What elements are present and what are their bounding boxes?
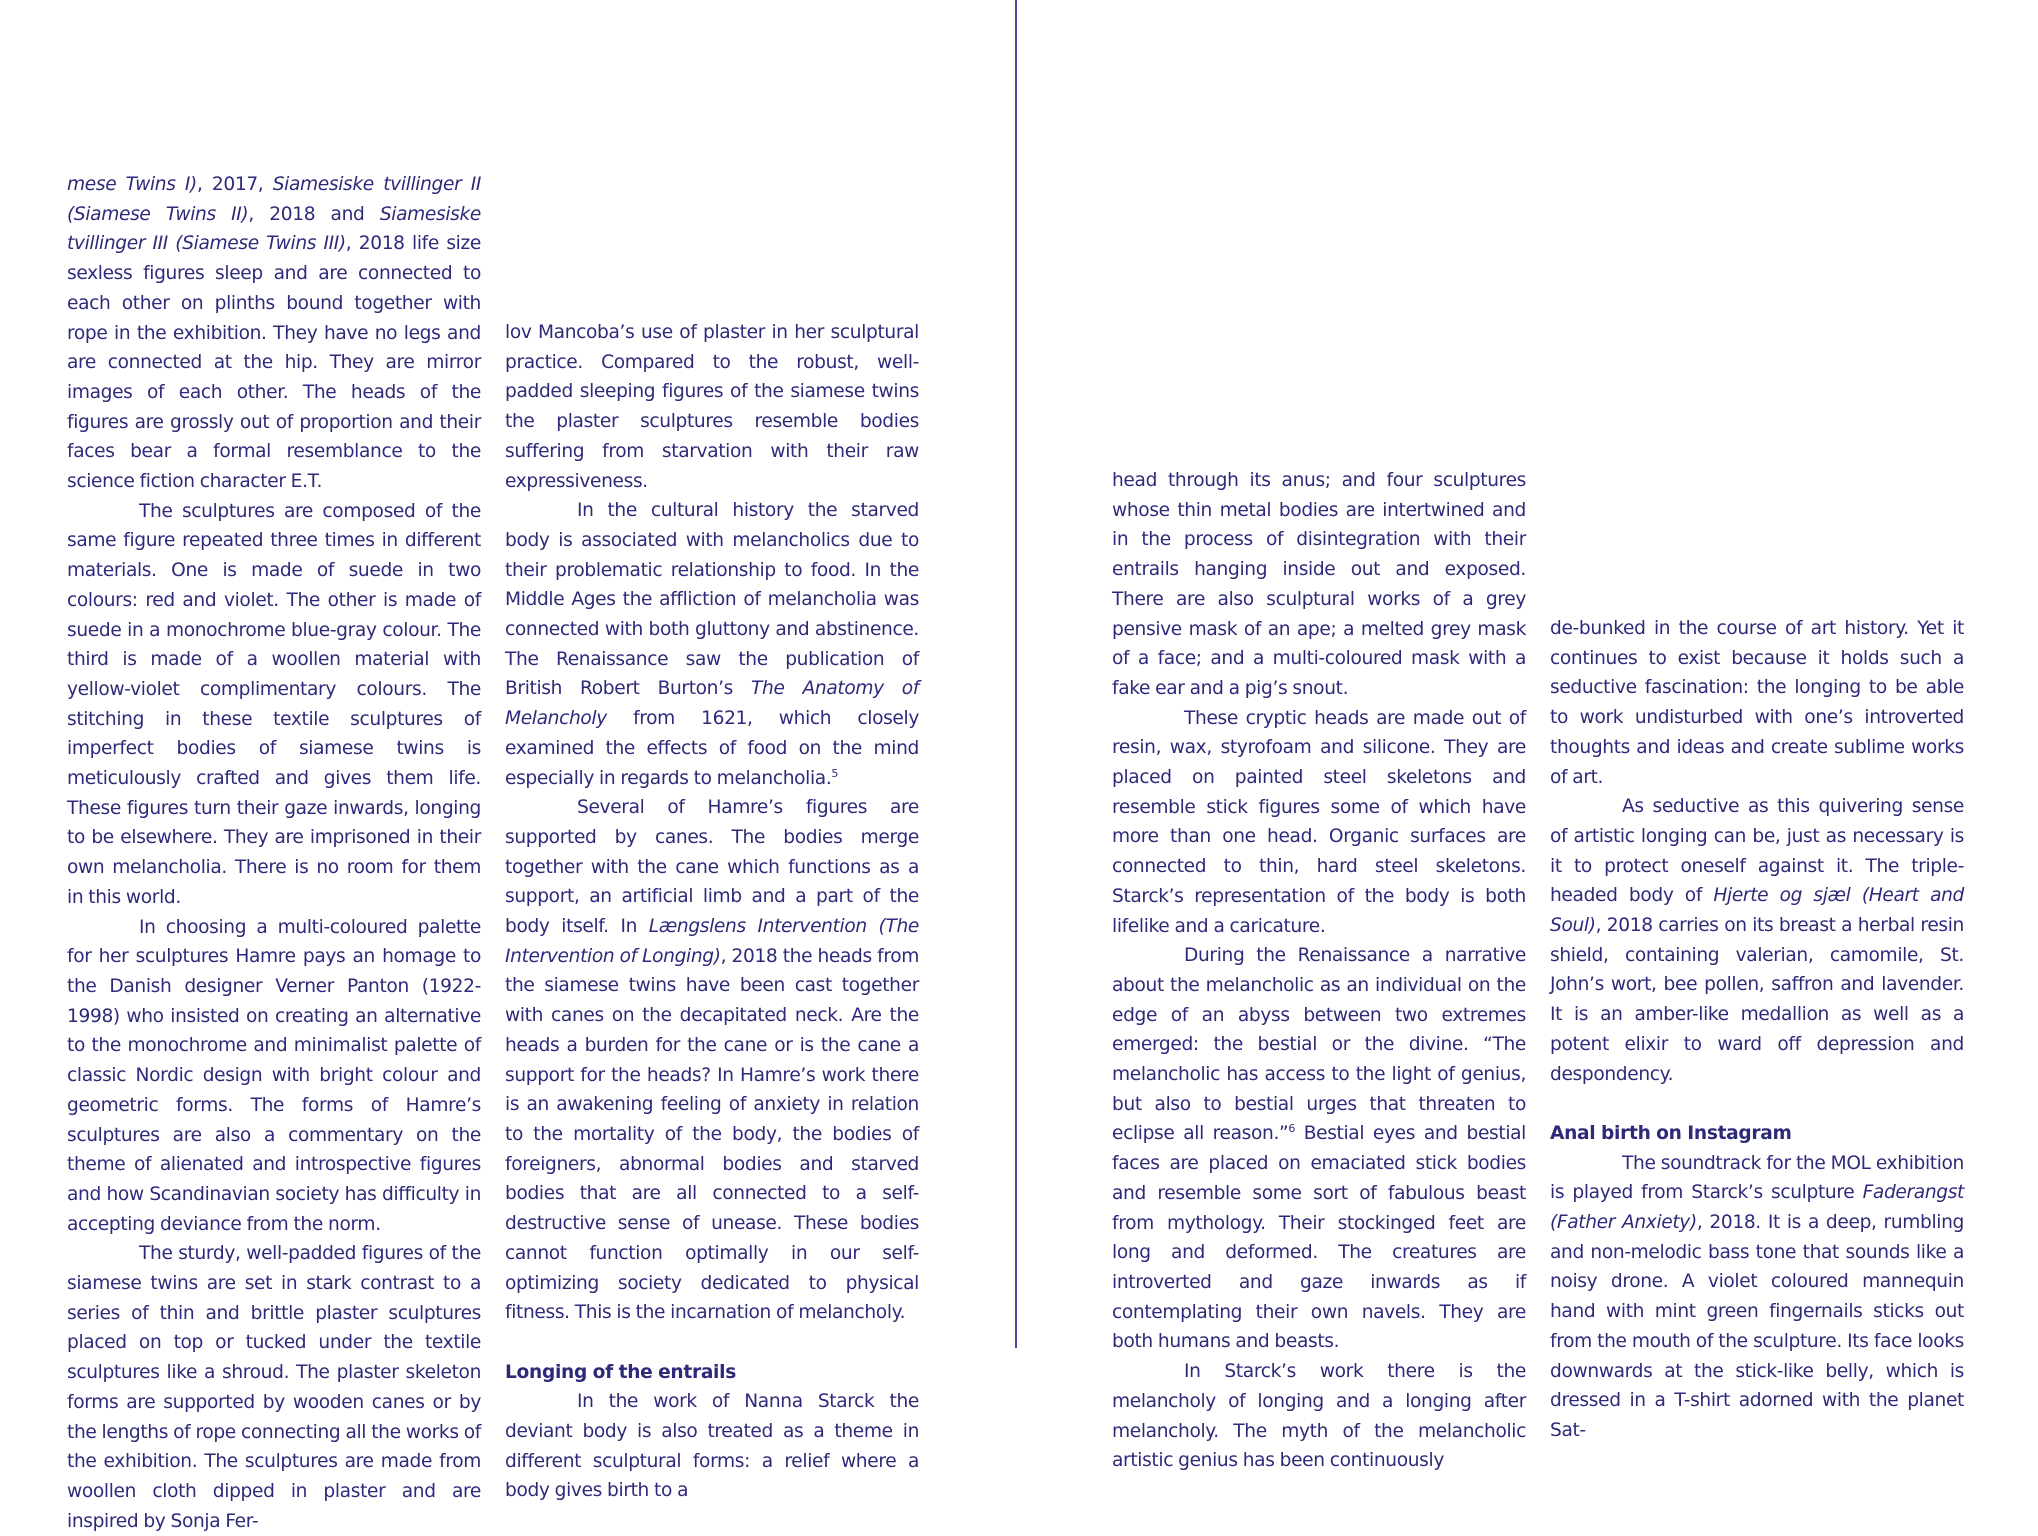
footnote-ref: 5	[831, 766, 839, 780]
text-run: In the work of Nanna Starck the deviant body is also treated as a theme in different sculptural forms: a relief where a body gives birth to a	[505, 1391, 919, 1502]
text-column-3	[1112, 466, 1526, 1476]
text-run: lov Mancoba’s use of plaster in her sculptural practice. Compared to the robust, well-padded sleeping figures of the siamese twins the plaster sculptures resemble bodies suffering from starvation with their raw expressiveness.	[505, 322, 919, 492]
paragraph	[505, 496, 919, 793]
page-gutter-divider	[1015, 0, 1017, 1348]
italic-title: The Anatomy of Melancholy	[505, 678, 919, 730]
text-run: These cryptic heads are made out of resin, wax, styrofoam and silicone. They are placed on painted steel skeletons and resemble stick figures some of which have more than one head. Organic surfaces are connected to thin, hard steel skeletons. Starck’s representation of the body is both lifelike and a caricature.	[1112, 707, 1526, 937]
text-run: The sculptures are composed of the same figure repeated three times in different materials. One is made of suede in two colours: red and violet. The other is made of suede in a monochrome blue-gray colour. The third is made of a woollen material with yellow-violet complimentary colours. The stitching in these textile sculptures of imperfect bodies of siamese twins is meticulously crafted and gives them life. These figures turn their gaze inwards, longing to be elsewhere. They are imprisoned in their own melancholia. There is no room for them in this world.	[67, 500, 481, 908]
text-run: Bestial eyes and bestial faces are placed on emaciated stick bodies and resemble some sort of fabulous beast from mythology. Their stockinged feet are long and deformed. The creatures are introverted and gaze inwards as if contemplating their own navels. They are both humans and beasts.	[1112, 1123, 1526, 1353]
text-run: head through its anus; and four sculptures whose thin metal bodies are intertwined and in the process of disintegration with their entrails hanging inside out and exposed. There are also sculptural works of a grey pensive mask of an ape; a melted grey mask of a face; and a multi-coloured mask with a fake ear and a pig’s snout.	[1112, 470, 1526, 699]
paragraph	[1550, 792, 1964, 1089]
paragraph	[505, 318, 919, 496]
text-run: , 2018. It is a deep, rumbling and non-melodic bass tone that sounds like a noisy drone. A violet coloured mannequin hand with mint green fingernails sticks out from the mouth of the sculpture. Its face looks downwards at the stick-like belly, which is dressed in a T-shirt adorned with the planet Sat-	[1550, 1212, 1964, 1441]
paragraph	[67, 170, 481, 497]
italic-title: Siamesiske tvillinger III (Siamese Twins III)	[67, 203, 481, 255]
text-run: , 2018 carries on its breast a herbal resin shield, containing valerian, camomile, St. John’s wort, bee pollen, saffron and lavender. It is an amber-like medallion as well as a potent elixir to ward off depression and despondency.	[1550, 915, 1964, 1085]
paragraph	[1112, 704, 1526, 942]
italic-title: Faderangst (Father Anxiety)	[1550, 1182, 1964, 1234]
paragraph	[1112, 466, 1526, 704]
italic-title: Siamesiske tvillinger II (Siamese Twins II)	[67, 174, 481, 225]
paragraph	[1550, 614, 1964, 792]
paragraph	[67, 1239, 481, 1536]
paragraph	[67, 497, 481, 913]
footnote-ref: 6	[1288, 1122, 1295, 1136]
text-run: , 2017,	[196, 174, 273, 195]
text-run: Several of Hamre’s figures are supported by canes. The bodies merge together with the cane which functions as a support, an artificial limb and a part of the body itself. In	[505, 797, 919, 938]
paragraph	[505, 793, 919, 1328]
text-run: de-bunked in the course of art history. Yet it continues to exist because it holds such a seductive fascination: the longing to be able to work undisturbed with one’s introverted thoughts and ideas and create sublime works of art.	[1550, 618, 1964, 788]
text-run: During the Renaissance a narrative about the melancholic as an individual on the edge of an abyss between two extremes emerged: the bestial or the divine. “The melancholic has access to the light of genius, but also to bestial urges that threaten to eclipse all reason.”	[1112, 945, 1526, 1145]
section-heading	[505, 1358, 919, 1388]
text-run: , 2018 and	[248, 203, 380, 225]
text-run: Anal birth on Instagram	[1550, 1122, 1792, 1144]
paragraph	[505, 1387, 919, 1506]
text-column-4	[1550, 614, 1964, 1446]
paragraph	[1112, 1357, 1526, 1476]
text-run: , 2018 life size sexless figures sleep and are connected to each other on plinths bound together with rope in the exhibition. They have no legs and are connected at the hip. They are mirror images of each other. The heads of the figures are grossly out of proportion and their faces bear a formal resemblance to the science fiction character E.T.	[67, 233, 481, 493]
text-run: In Starck’s work there is the melancholy of longing and a longing after melancholy. The myth of the melancholic artistic genius has been continuously	[1112, 1361, 1526, 1472]
text-run: Longing of the entrails	[505, 1361, 736, 1383]
text-run: In choosing a multi-coloured palette for her sculptures Hamre pays an homage to the Danish designer Verner Panton (1922-1998) who insisted on creating an alternative to the monochrome and minimalist palette of classic Nordic design with bright colour and geometric forms. The forms of Hamre’s sculptures are also a commentary on the theme of alienated and introspective figures and how Scandinavian society has difficulty in accepting deviance from the norm.	[67, 916, 481, 1235]
paragraph	[1112, 941, 1526, 1357]
italic-title: mese Twins I)	[67, 174, 197, 195]
italic-title: Længslens Intervention (The Intervention of Longing)	[505, 916, 919, 967]
text-run: In the cultural history the starved body is associated with melancholics due to their problematic relationship to food. In the Middle Ages the affliction of melancholia was connected with both gluttony and abstinence. The Renaissance saw the publication of British Robert Burton’s	[505, 500, 919, 700]
text-run: As seductive as this quivering sense of artistic longing can be, just as necessary is it to protect oneself against it. The triple-headed body of	[1550, 796, 1964, 907]
text-run: The soundtrack for the MOL exhibition is played from Starck’s sculpture	[1550, 1152, 1964, 1204]
text-run: , 2018 the heads from the siamese twins have been cast together with canes on the decapitated neck. Are the heads a burden for the cane or is the cane a support for the heads? In Hamre’s work there is an awakening feeling of anxiety in relation to the mortality of the body, the bodies of foreigners, abnormal bodies and starved bodies that are all connected to a self-destructive sense of unease. These bodies cannot function optimally in our self-optimizing society dedicated to physical fitness. This is the incarnation of melancholy.	[505, 945, 919, 1324]
paragraph	[67, 913, 481, 1240]
text-run: from 1621, which closely examined the effects of food on the mind especially in regards to melancholia.	[505, 708, 919, 789]
italic-title: Hjerte og sjæl (Heart and Soul)	[1550, 885, 1964, 937]
text-column-1	[67, 170, 481, 1536]
paragraph	[1550, 1149, 1964, 1446]
section-heading	[1550, 1119, 1964, 1149]
text-column-2	[505, 318, 919, 1506]
text-run: The sturdy, well-padded figures of the siamese twins are set in stark contrast to a series of thin and brittle plaster sculptures placed on top or tucked under the textile sculptures like a shroud. The plaster skeleton forms are supported by wooden canes or by the lengths of rope connecting all the works of the exhibition. The sculptures are made from woollen cloth dipped in plaster and are inspired by Sonja Fer-	[67, 1243, 481, 1532]
